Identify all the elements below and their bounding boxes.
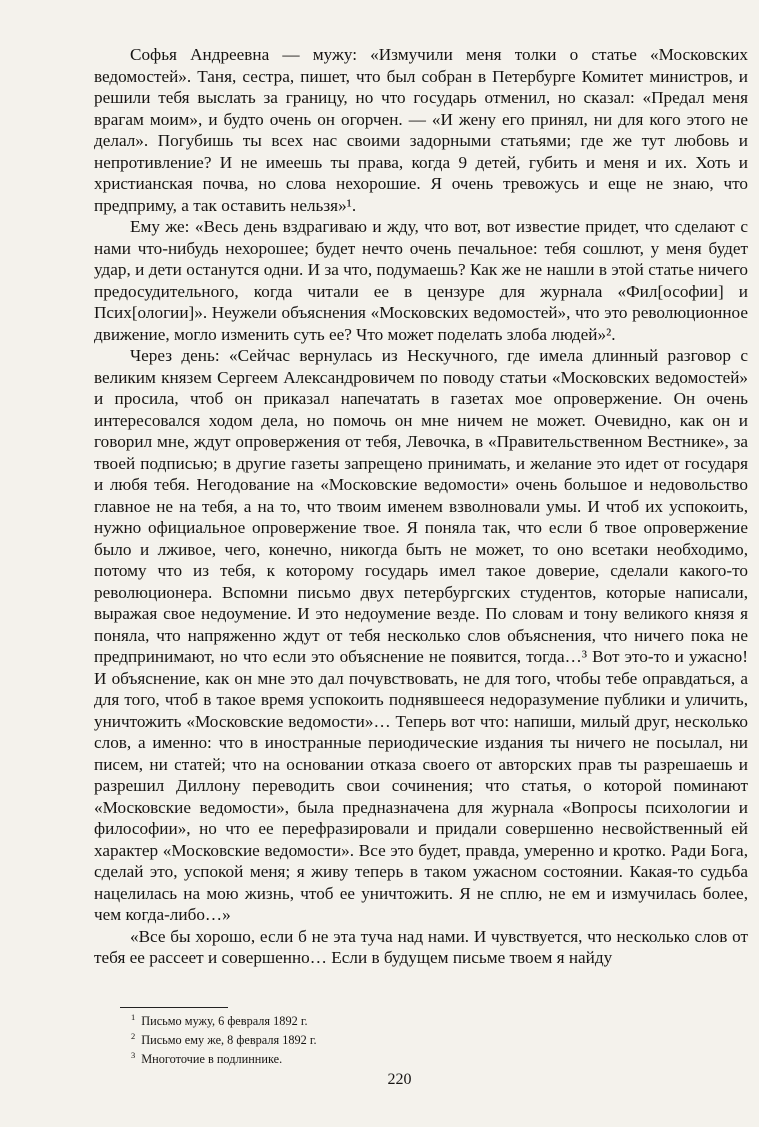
- footnote-mark: 2: [131, 1031, 136, 1042]
- paragraph: Через день: «Сейчас вернулась из Нескучного, где имела длинный разговор с великим князем Сергеем Александровичем по поводу статьи «Московских ведомостей» и просила, чтоб он приказал напечатать в газетах мое опровержение. Он очень интересовался ходом дела, но помочь он мне ничем не может. Очевидно, как он и говорил мне, ждут опровержения от тебя, Левочка, в «Правительственном Вестнике», за твоей подписью; в другие газеты запрещено принимать, и желание это идет от государя и любя тебя. Негодование на «Московские ведомости» очень большое и недовольство главное не на тебя, а на то, что твоим именем взволновали умы. И чтоб их успокоить, нужно официальное опровержение твое. Я поняла так, что если б твое опровержение было и лживое, чего, конечно, никогда быть не может, то оно всетаки необходимо, потому что из тебя, к которому государь имел такое доверие, сделали какого-то революционера. Вспомни письмо двух петербургских студентов, которые написали, выражая свое недоумение. И это недоумение везде. По словам и тону великого князя я поняла, что напряженно ждут от тебя несколько слов объяснения, что ничего пока не предпринимают, но что если это объяснение не появится, тогда…³ Вот это-то и ужасно! И объяснение, как он мне это дал почувствовать, не для того, чтобы тебе оправдаться, а для того, чтоб в такое время успокоить поднявшееся недоразумение публики и уличить, уничтожить «Московские ведомости»… Теперь вот что: напиши, милый друг, несколько слов, а именно: что в иностранные периодические издания ты ничего не посылал, ни писем, ни статей; что на основании отказа своего от авторских прав ты разрешаешь и разрешил Диллону переводить свои сочинения; что статья, о которой поминают «Московские ведомости», была предназначена для журнала «Вопросы психологии и философии», но что ее перефразировали и придали совершенно несвойственный ей характер «Московские ведомости». Все это будет, правда, умеренно и кротко. Ради Бога, сделай это, успокой меня; я живу теперь в таком ужасном состоянии. Какая-то судьба нацелилась на мою жизнь, чтоб ее уничтожить. Я не сплю, не ем и измучилась более, чем когда-либо…»: [94, 346, 748, 924]
- body-text: [94, 44, 748, 969]
- footnotes: [131, 1010, 651, 1067]
- footnote-text: Письмо ему же, 8 февраля 1892 г.: [141, 1033, 317, 1048]
- footnote: [131, 1010, 651, 1029]
- paragraph: Софья Андреевна — мужу: «Измучили меня толки о статье «Московских ведомостей». Таня, сестра, пишет, что был собран в Петербурге Комитет министров, и решили тебя выслать за границу, но что государь отменил, но сказал: «Предал меня врагам моим», и будто очень он огорчен. — «И жену его принял, ни для кого этого не делал». Погубишь ты всех нас своими задорными статьями; где же тут любовь и непротивление? И не имеешь ты права, когда 9 детей, губить и меня и их. Хоть и христианская почва, но слова нехорошие. Я очень тревожусь и еще не знаю, что предприму, а так оставить нельзя»¹.: [94, 45, 748, 215]
- footnote: [131, 1029, 651, 1048]
- footnote-mark: 3: [131, 1050, 136, 1061]
- paragraph: «Все бы хорошо, если б не эта туча над нами. И чувствуется, что несколько слов от тебя ее рассеет и совершенно… Если в будущем письме твоем я найду: [94, 926, 748, 967]
- footnote-divider: [120, 1007, 228, 1008]
- page-number: 220: [387, 1071, 412, 1088]
- paragraph: Ему же: «Весь день вздрагиваю и жду, что вот, вот известие придет, что сделают с нами что-нибудь нехорошее; будет нечто очень печальное: тебя сошлют, у меня будет удар, и дети останутся одни. И за что, подумаешь? Как же не нашли в этой статье ничего предосудительного, когда читали ее в цензуре для журнала «Фил[ософии] и Псих[ологии]». Неужели объяснения «Московских ведомостей», что это революционное движение, могло изменить суть ее? Что может поделать злоба людей»².: [94, 217, 748, 344]
- footnote-text: Письмо мужу, 6 февраля 1892 г.: [141, 1014, 308, 1029]
- footnote-text: Многоточие в подлиннике.: [141, 1052, 283, 1067]
- footnote-mark: 1: [131, 1012, 136, 1022]
- footnote: [131, 1048, 651, 1067]
